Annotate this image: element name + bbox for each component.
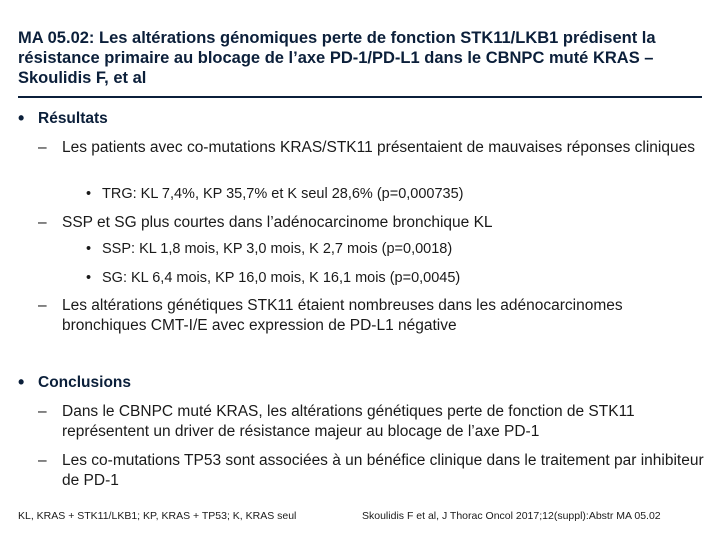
results-item-text: SSP et SG plus courtes dans l’adénocarcinome bronchique KL [62,214,493,231]
results-subitem [18,184,708,204]
title-divider [18,96,702,98]
results-subitem-text: SG: KL 6,4 mois, KP 16,0 mois, K 16,1 mois (p=0,0045) [102,270,461,286]
footer-abbreviations: KL, KRAS + STK11/LKB1; KP, KRAS + TP53; K, KRAS seul [18,510,297,522]
results-item-text: Les patients avec co-mutations KRAS/STK11 présentaient de mauvaises réponses cliniques [62,139,695,156]
bullet-icon: • [18,108,25,128]
dash-icon: – [38,452,47,469]
conclusions-section [18,374,708,392]
results-section [18,110,708,128]
results-subitem-text: SSP: KL 1,8 mois, KP 3,0 mois, K 2,7 mois (p=0,0018) [102,241,453,257]
conclusions-heading-row [18,374,708,392]
results-heading-row [18,110,708,128]
footer-reference: Skoulidis F et al, J Thorac Oncol 2017;12(suppl):Abstr MA 05.02 [362,510,661,522]
dash-icon: – [38,403,47,420]
results-heading: Résultats [38,110,108,127]
slide-title: MA 05.02: Les altérations génomiques perte de fonction STK11/LKB1 prédisent la résistance primaire au blocage de l’axe PD-1/PD-L1 dans le CBNPC muté KRAS – Skoulidis F, et al [18,29,656,87]
dash-icon: – [38,297,47,314]
bullet-icon: • [86,241,92,257]
conclusions-item [18,451,708,491]
results-item [18,213,708,233]
bullet-icon: • [86,270,92,286]
results-subitem [18,268,708,288]
conclusions-item-text: Dans le CBNPC muté KRAS, les altérations génétiques perte de fonction de STK11 représentent un driver de résistance majeur au blocage de l’axe PD-1 [62,403,635,440]
results-item [18,138,708,158]
results-item [18,296,708,336]
conclusions-item-text: Les co-mutations TP53 sont associées à un bénéfice clinique dans le traitement par inhibiteur de PD-1 [62,452,704,489]
conclusions-item [18,402,708,442]
dash-icon: – [38,139,47,156]
results-subitem-text: TRG: KL 7,4%, KP 35,7% et K seul 28,6% (p=0,000735) [102,186,464,202]
bullet-icon: • [18,372,25,392]
dash-icon: – [38,214,47,231]
bullet-icon: • [86,186,92,202]
conclusions-heading: Conclusions [38,374,132,391]
results-subitem [18,239,708,259]
results-item-text: Les altérations génétiques STK11 étaient nombreuses dans les adénocarcinomes bronchiques CMT-I/E avec expression de PD-L1 négative [62,297,623,334]
